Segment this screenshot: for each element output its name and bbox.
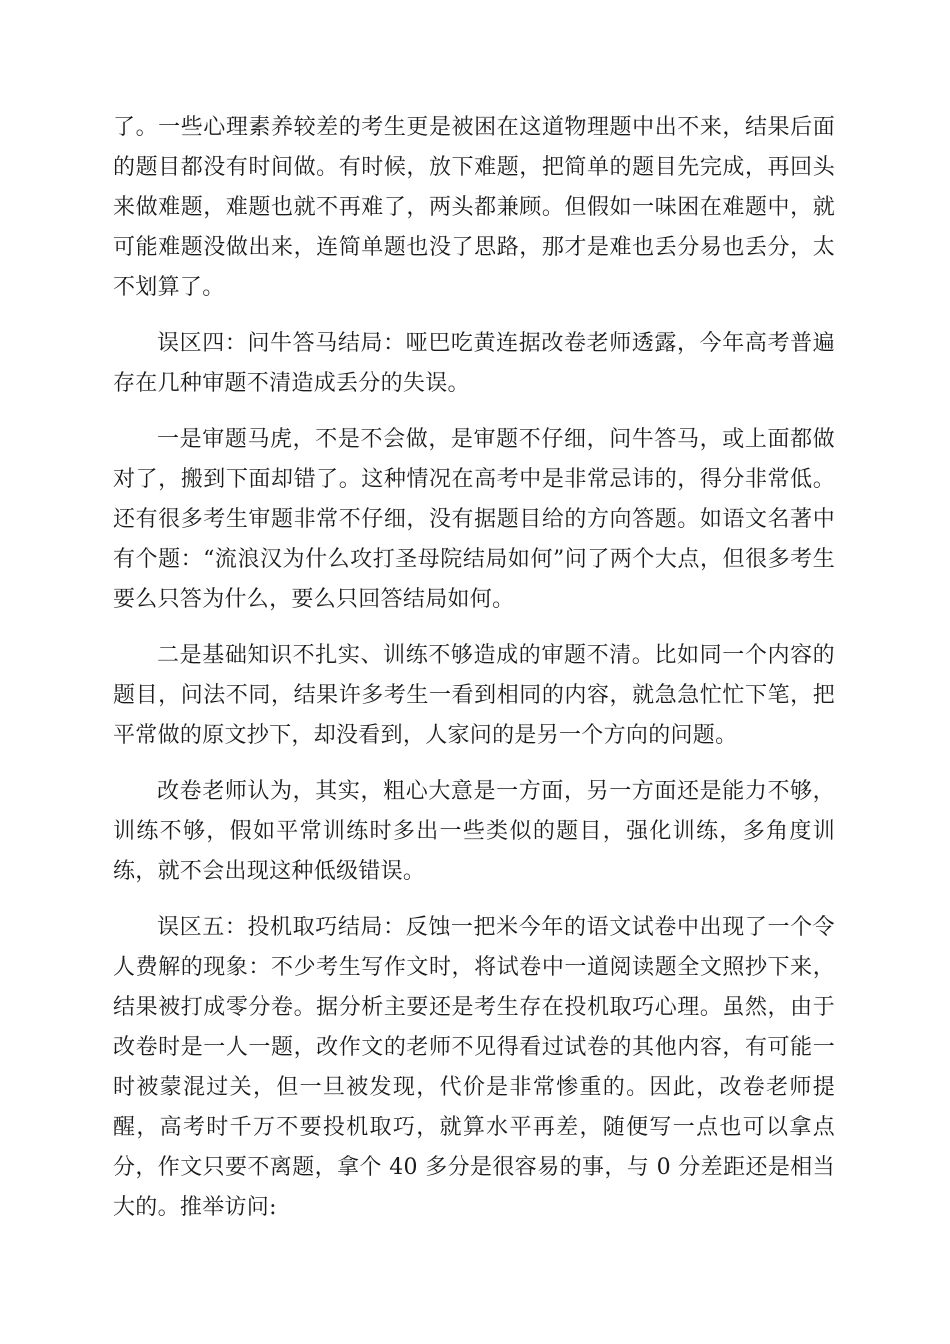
paragraph-continuation: 了。一些心理素养较差的考生更是被困在这道物理题中出不来，结果后面的题目都没有时间做。有时候，放下难题，把简单的题目先完成，再回头来做难题，难题也就不再难了，两头都兼顾。但假如一味困在难题中，就可能难题没做出来，连简单题也没了思路，那才是难也丢分易也丢分，太不划算了。 (113, 115, 835, 300)
paragraph-careless-reading: 一是审题马虎，不是不会做，是审题不仔细，问牛答马，或上面都做对了，搬到下面却错了。这种情况在高考中是非常忌讳的，得分非常低。还有很多考生审题非常不仔细，没有据题目给的方向答题。如语文名著中有个题：“流浪汉为什么攻打圣母院结局如何”问了两个大点，但很多考生要么只答为什么，要么只回答结局如何。 (113, 427, 835, 612)
paragraph-weak-foundation: 二是基础知识不扎实、训练不够造成的审题不清。比如同一个内容的题目，问法不同，结果许多考生一看到相同的内容，就急急忙忙下笔，把平常做的原文抄下，却没看到，人家问的是另一个方向的问题。 (113, 643, 835, 748)
paragraph-misconception-four: 误区四：问牛答马结局：哑巴吃黄连据改卷老师透露，今年高考普遍存在几种审题不清造成丢分的失误。 (113, 331, 835, 396)
paragraph-grader-opinion: 改卷老师认为，其实，粗心大意是一方面，另一方面还是能力不够，训练不够，假如平常训练时多出一些类似的题目，强化训练，多角度训练，就不会出现这种低级错误。 (113, 779, 835, 884)
document-body (113, 108, 835, 1244)
paragraph-misconception-five: 误区五：投机取巧结局：反蚀一把米今年的语文试卷中出现了一个令人费解的现象：不少考生写作文时，将试卷中一道阅读题全文照抄下来，结果被打成零分卷。据分析主要还是考生存在投机取巧心理。虽然，由于改卷时是一人一题，改作文的老师不见得看过试卷的其他内容，有可能一时被蒙混过关，但一旦被发现，代价是非常惨重的。因此，改卷老师提醒，高考时千万不要投机取巧，就算水平再差，随便写一点也可以拿点分，作文只要不离题，拿个 40 多分是很容易的事，与 0 分差距还是相当大的。推举访问: (113, 915, 835, 1220)
